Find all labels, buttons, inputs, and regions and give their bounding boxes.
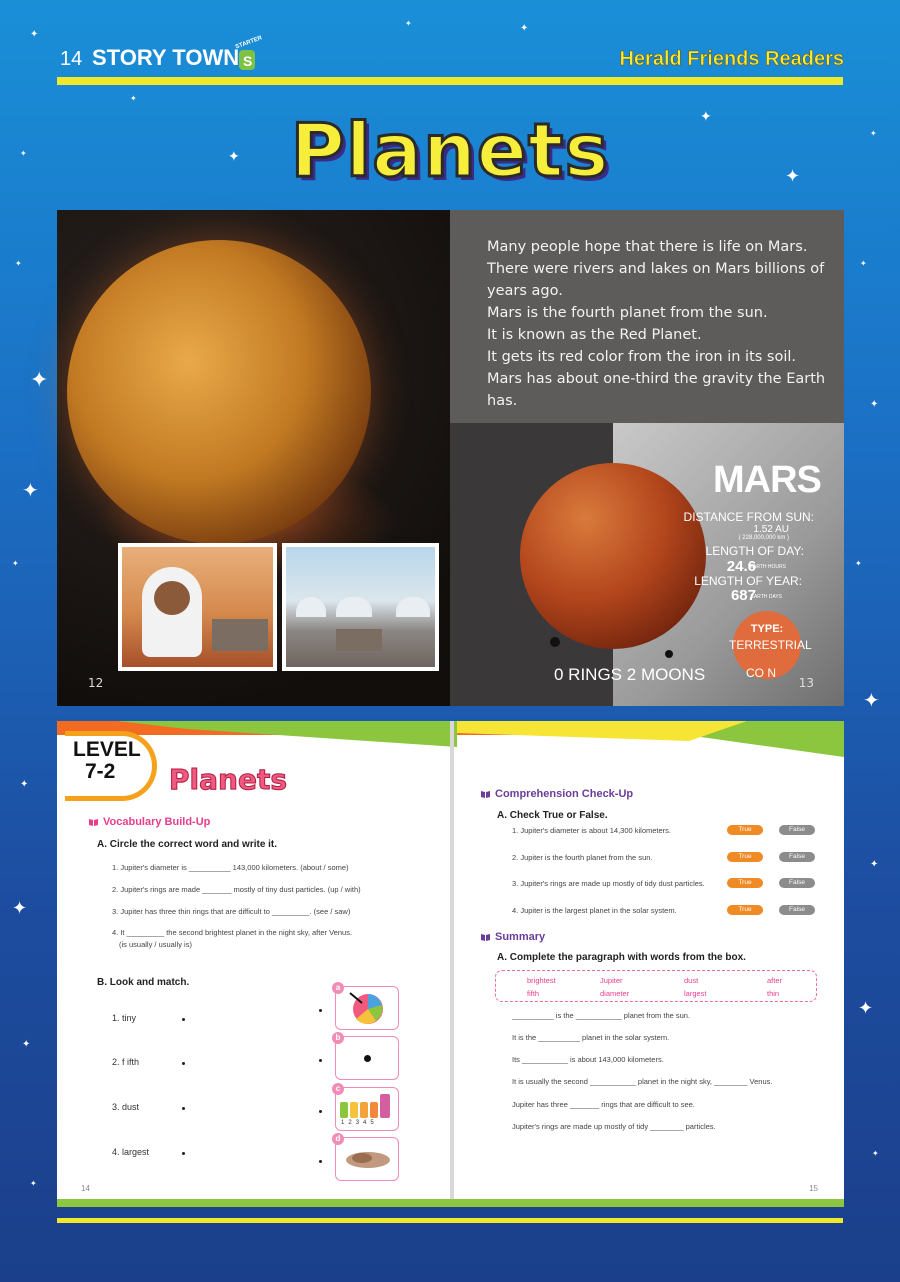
star-icon: ✦ <box>30 368 49 393</box>
false-button[interactable]: False <box>779 905 815 915</box>
dome-shape <box>396 597 430 617</box>
day-value: 24.6 <box>726 558 756 575</box>
yellow-stripe <box>457 721 747 741</box>
summary-line: Jupiter has three _______ rings that are difficult to see. <box>512 1100 695 1109</box>
paragraph-line: Many people hope that there is life on Mars. <box>487 239 808 255</box>
star-icon: ✦ <box>700 109 712 125</box>
box-word: diameter <box>600 989 630 998</box>
star-icon: ✦ <box>30 29 39 40</box>
vocab-item: 1. Jupiter's diameter is __________ 143,000 kilometers. (about / some) <box>112 863 349 872</box>
true-button[interactable]: True <box>727 878 763 888</box>
book-icon <box>481 933 490 941</box>
level-value: 7-2 <box>85 760 116 783</box>
paragraph-line: There were rivers and lakes on Mars billions of years ago. <box>487 261 825 299</box>
rings-moons <box>554 665 705 685</box>
type-label: TYPE: <box>750 623 784 635</box>
worksheet-title: Planets <box>169 763 287 796</box>
top-divider <box>57 77 843 85</box>
bar-numbers: 12345 <box>341 1120 378 1126</box>
box-word: Jupiter <box>600 976 623 985</box>
star-icon: ✦ <box>20 149 27 158</box>
comprehension-heading <box>481 788 633 800</box>
star-icon: ✦ <box>863 688 880 712</box>
header-page-number: 14 <box>60 48 83 70</box>
match-dot[interactable] <box>182 1062 185 1065</box>
mars-base-photo <box>282 543 439 671</box>
star-icon: ✦ <box>12 559 19 568</box>
summary-line: It is the __________ planet in the solar system. <box>512 1033 670 1042</box>
distance-value: 1.52 AU <box>753 524 789 535</box>
star-icon: ✦ <box>870 129 877 138</box>
year-label: LENGTH OF YEAR: <box>694 574 802 588</box>
picture-tag: a <box>332 982 344 994</box>
star-icon: ✦ <box>228 149 240 165</box>
moon-icon <box>665 650 673 658</box>
match-dot[interactable] <box>319 1160 322 1163</box>
box-word: thin <box>767 989 780 998</box>
infographic-title: MARS <box>713 459 821 501</box>
comprehension-heading-text: Comprehension Check-Up <box>495 788 634 800</box>
paragraph-line: It is known as the Red Planet. <box>487 327 702 343</box>
svg-text:S: S <box>243 53 253 69</box>
dust-icon <box>336 1138 396 1178</box>
summary-part-a: A. Complete the paragraph with words from the box. <box>497 952 746 963</box>
star-icon: ✦ <box>22 1039 31 1050</box>
match-dot[interactable] <box>182 1107 185 1110</box>
match-word: 4. largest <box>112 1147 150 1157</box>
astronaut-photo <box>118 543 277 671</box>
vocab-heading <box>89 816 210 828</box>
vocab-heading-text: Vocabulary Build-Up <box>103 816 211 828</box>
year-unit: EARTH DAYS <box>750 594 782 600</box>
page-number: 12 <box>88 676 104 690</box>
left-page <box>57 210 450 706</box>
picture-d[interactable] <box>335 1134 399 1181</box>
starter-badge-text: STARTER <box>234 35 264 51</box>
level-text <box>73 739 141 783</box>
worksheet-spread <box>57 721 844 1207</box>
star-icon: ✦ <box>870 859 879 870</box>
paragraph-line: Mars has about one-third the gravity the Earth has. <box>487 371 826 409</box>
day-unit: EARTH HOURS <box>749 564 786 570</box>
picture-tag: d <box>332 1133 344 1145</box>
vocab-item: (is usually / usually is) <box>119 940 192 949</box>
tiny-dot-icon <box>364 1055 371 1062</box>
star-icon: ✦ <box>855 559 862 568</box>
rings-count: 0 RINGS <box>554 665 623 684</box>
box-word: fifth <box>527 989 540 998</box>
pie-icon <box>336 987 396 1027</box>
type-value: TERRESTRIAL <box>729 638 812 652</box>
star-icon: ✦ <box>870 399 879 410</box>
book-icon <box>89 818 98 826</box>
vocab-part-b: B. Look and match. <box>97 977 190 988</box>
box-word: brightest <box>527 976 556 985</box>
level-label: LEVEL <box>73 738 141 761</box>
match-dot[interactable] <box>319 1110 322 1113</box>
star-icon: ✦ <box>130 94 137 103</box>
true-button[interactable]: True <box>727 852 763 862</box>
green-bottom-bar <box>57 1199 844 1207</box>
paragraph-line: Mars is the fourth planet from the sun. <box>487 305 768 321</box>
star-icon: ✦ <box>872 1149 879 1158</box>
star-icon: ✦ <box>15 259 22 268</box>
page-number: 13 <box>798 676 814 690</box>
astronaut-visor <box>154 581 190 615</box>
page-divider <box>450 721 454 1207</box>
false-button[interactable]: False <box>779 825 815 835</box>
moon-icon <box>550 637 560 647</box>
false-button[interactable]: False <box>779 878 815 888</box>
true-button[interactable]: True <box>727 825 763 835</box>
match-word: 3. dust <box>112 1102 140 1112</box>
false-button[interactable]: False <box>779 852 815 862</box>
brand-name: Herald Friends Readers <box>619 48 844 70</box>
distance-sub: ( 228,000,000 km ) <box>738 535 789 541</box>
match-dot[interactable] <box>182 1152 185 1155</box>
page-title: Planets <box>290 108 610 194</box>
series-title: STORY TOWN <box>92 45 240 70</box>
rover-shape <box>336 629 382 651</box>
box-word: largest <box>684 989 707 998</box>
dome-shape <box>336 597 372 617</box>
right-page <box>450 210 844 706</box>
star-icon: ✦ <box>405 19 412 28</box>
year-value: 687 <box>730 587 756 604</box>
star-icon: ✦ <box>12 898 28 919</box>
worksheet-page-number: 14 <box>81 1184 90 1193</box>
match-dot[interactable] <box>319 1059 322 1062</box>
summary-line: Jupiter's rings are made up mostly of tidy ________ particles. <box>512 1122 716 1131</box>
distance-label: DISTANCE FROM SUN: <box>683 510 814 524</box>
picture-tag: c <box>332 1083 344 1095</box>
vocab-part-a: A. Circle the correct word and write it. <box>97 839 278 850</box>
picture-a[interactable] <box>335 983 399 1030</box>
mars-image <box>520 463 706 649</box>
summary-line: __________ is the ___________ planet from the sun. <box>512 1011 691 1020</box>
star-icon: ✦ <box>22 478 39 502</box>
tf-question: 3. Jupiter's rings are made up mostly of tidy dust particles. <box>512 879 705 888</box>
picture-b[interactable] <box>335 1033 399 1080</box>
comprehension-part-a: A. Check True or False. <box>497 810 608 821</box>
venus-image <box>67 240 371 544</box>
bottom-divider <box>57 1218 843 1223</box>
match-dot[interactable] <box>319 1009 322 1012</box>
summary-line: It is usually the second ___________ planet in the night sky, ________ Venus. <box>512 1077 773 1086</box>
summary-line: Its ___________ is about 143,000 kilometers. <box>512 1055 664 1064</box>
day-label: LENGTH OF DAY: <box>705 544 804 558</box>
starter-badge <box>233 35 264 74</box>
book-icon <box>481 790 490 798</box>
star-icon: ✦ <box>520 23 529 34</box>
book-spread <box>57 210 844 706</box>
box-word: after <box>767 976 783 985</box>
picture-c[interactable] <box>335 1084 399 1131</box>
moons-count: 2 MOONS <box>626 665 706 684</box>
vocab-item: 4. It _________ the second brightest planet in the night sky, after Venus. <box>112 928 353 937</box>
tf-question: 4. Jupiter is the largest planet in the solar system. <box>512 906 677 915</box>
summary-heading-text: Summary <box>495 931 546 943</box>
dome-shape <box>296 597 326 617</box>
match-dot[interactable] <box>182 1018 185 1021</box>
con-text: CO N <box>746 666 776 680</box>
vocab-item: 2. Jupiter's rings are made _______ mostly of tiny dust particles. (up / with) <box>112 885 361 894</box>
box-word: dust <box>684 976 699 985</box>
match-word: 2. f ifth <box>112 1057 140 1067</box>
star-icon: ✦ <box>785 166 801 187</box>
star-icon: ✦ <box>860 259 867 268</box>
match-word: 1. tiny <box>112 1013 137 1023</box>
vocab-item: 3. Jupiter has three thin rings that are difficult to _________. (see / saw) <box>112 907 351 916</box>
picture-tag: b <box>332 1032 344 1044</box>
mars-paragraph <box>487 236 827 412</box>
tf-question: 2. Jupiter is the fourth planet from the sun. <box>512 853 653 862</box>
star-icon: ✦ <box>20 779 29 790</box>
tf-question: 1. Jupiter's diameter is about 14,300 kilometers. <box>512 826 672 835</box>
summary-heading <box>481 931 545 943</box>
star-icon: ✦ <box>30 1179 37 1188</box>
paragraph-line: It gets its red color from the iron in its soil. <box>487 349 797 365</box>
rover-shape <box>212 619 268 651</box>
star-icon: ✦ <box>858 998 874 1019</box>
true-button[interactable]: True <box>727 905 763 915</box>
worksheet-page-number: 15 <box>809 1184 818 1193</box>
